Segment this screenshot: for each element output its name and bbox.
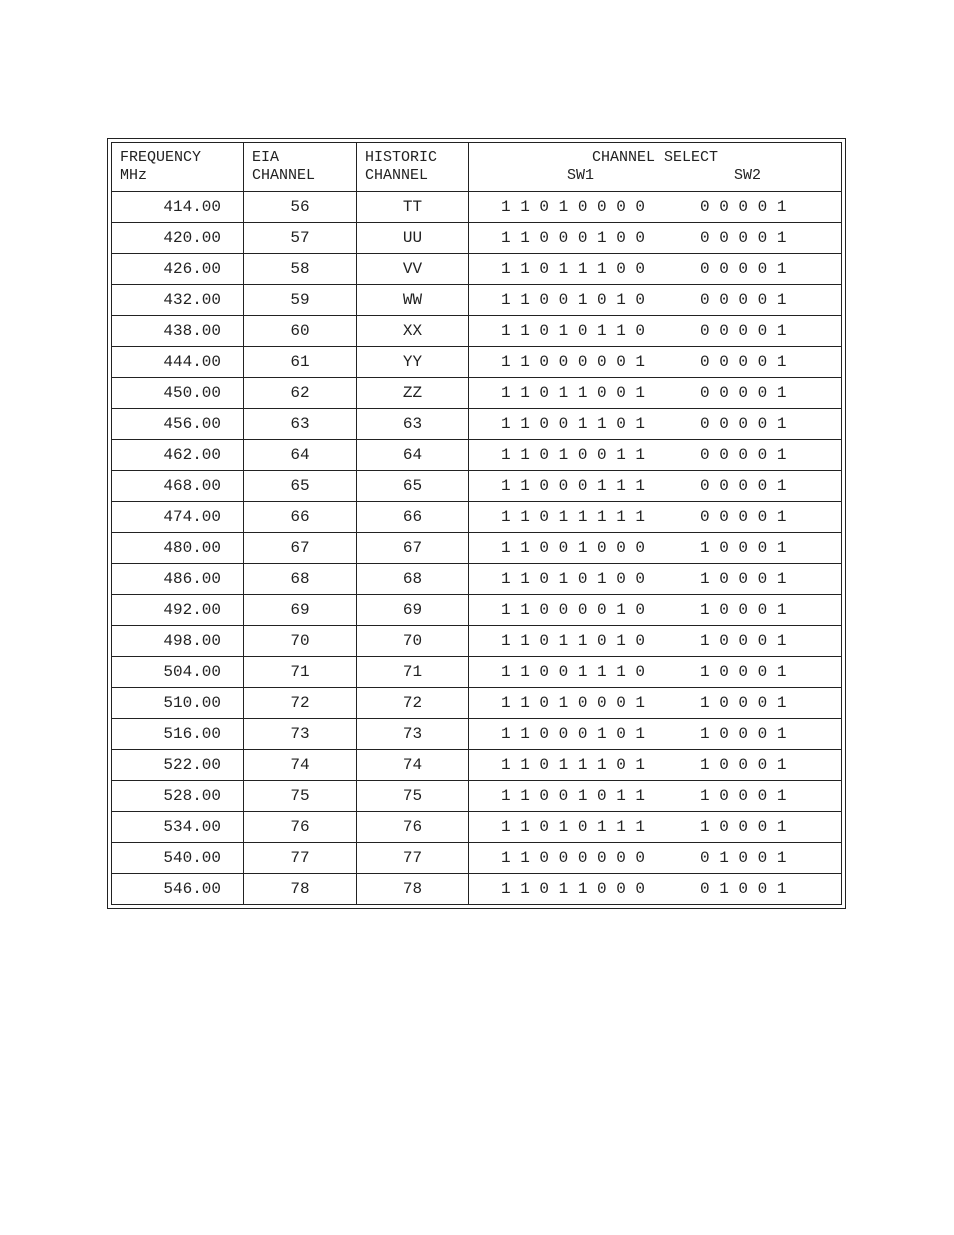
cell-channel-select [469,471,842,502]
cell-channel-select [469,812,842,843]
header-eia-line1: EIA [252,149,280,166]
sw2-bits: 1 0 0 0 1 [700,632,787,650]
cell-eia-channel: 67 [244,533,357,564]
cell-historic-channel: 78 [357,874,469,905]
header-sw2: SW2 [734,167,762,184]
cell-historic-channel: 72 [357,688,469,719]
cell-frequency: 450.00 [112,378,244,409]
cell-eia-channel: 63 [244,409,357,440]
cell-historic-channel: 67 [357,533,469,564]
table-row [112,874,842,905]
cell-eia-channel: 76 [244,812,357,843]
channel-table [111,142,842,905]
cell-frequency: 414.00 [112,192,244,223]
cell-historic-channel: YY [357,347,469,378]
cell-frequency: 546.00 [112,874,244,905]
header-channel-select [469,143,842,192]
cell-channel-select [469,192,842,223]
cell-historic-channel: 63 [357,409,469,440]
sw2-bits: 0 0 0 0 1 [700,446,787,464]
sw1-bits: 1 1 0 0 1 0 0 0 [501,539,646,557]
header-switch-labels [469,167,841,185]
cell-eia-channel: 61 [244,347,357,378]
sw1-bits: 1 1 0 0 0 0 0 1 [501,353,646,371]
cell-channel-select [469,626,842,657]
header-eia-channel [244,143,357,192]
table-row [112,502,842,533]
cell-frequency: 528.00 [112,781,244,812]
sw1-bits: 1 1 0 0 0 0 1 0 [501,601,646,619]
sw2-bits: 0 1 0 0 1 [700,849,787,867]
sw2-bits: 0 0 0 0 1 [700,229,787,247]
cell-historic-channel: VV [357,254,469,285]
cell-eia-channel: 58 [244,254,357,285]
cell-eia-channel: 57 [244,223,357,254]
cell-frequency: 498.00 [112,626,244,657]
sw2-bits: 0 0 0 0 1 [700,384,787,402]
sw1-bits: 1 1 0 1 0 0 0 0 [501,198,646,216]
cell-historic-channel: TT [357,192,469,223]
cell-eia-channel: 74 [244,750,357,781]
sw2-bits: 1 0 0 0 1 [700,694,787,712]
table-row [112,657,842,688]
sw2-bits: 0 0 0 0 1 [700,260,787,278]
cell-eia-channel: 65 [244,471,357,502]
cell-historic-channel: 69 [357,595,469,626]
cell-frequency: 540.00 [112,843,244,874]
header-channel-select-title: CHANNEL SELECT [591,149,719,166]
cell-frequency: 486.00 [112,564,244,595]
cell-eia-channel: 70 [244,626,357,657]
cell-frequency: 510.00 [112,688,244,719]
cell-historic-channel: 77 [357,843,469,874]
sw1-bits: 1 1 0 1 1 0 0 0 [501,880,646,898]
table-row [112,378,842,409]
table-body [112,192,842,905]
cell-historic-channel: 68 [357,564,469,595]
cell-channel-select [469,781,842,812]
header-frequency [112,143,244,192]
cell-frequency: 438.00 [112,316,244,347]
sw1-bits: 1 1 0 0 0 1 0 0 [501,229,646,247]
cell-eia-channel: 69 [244,595,357,626]
cell-channel-select [469,874,842,905]
sw1-bits: 1 1 0 0 1 1 1 0 [501,663,646,681]
cell-frequency: 456.00 [112,409,244,440]
cell-frequency: 462.00 [112,440,244,471]
cell-frequency: 480.00 [112,533,244,564]
sw2-bits: 0 0 0 0 1 [700,508,787,526]
table-row [112,719,842,750]
sw1-bits: 1 1 0 0 0 1 1 1 [501,477,646,495]
cell-channel-select [469,223,842,254]
cell-historic-channel: UU [357,223,469,254]
cell-historic-channel: 71 [357,657,469,688]
cell-frequency: 492.00 [112,595,244,626]
cell-eia-channel: 75 [244,781,357,812]
sw2-bits: 0 1 0 0 1 [700,880,787,898]
sw2-bits: 0 0 0 0 1 [700,291,787,309]
header-historic-line2: CHANNEL [365,167,429,184]
sw1-bits: 1 1 0 1 0 1 0 0 [501,570,646,588]
cell-eia-channel: 68 [244,564,357,595]
table-row [112,254,842,285]
table-row [112,626,842,657]
cell-frequency: 522.00 [112,750,244,781]
cell-eia-channel: 56 [244,192,357,223]
cell-historic-channel: XX [357,316,469,347]
cell-channel-select [469,285,842,316]
cell-channel-select [469,254,842,285]
cell-eia-channel: 62 [244,378,357,409]
table-row [112,316,842,347]
sw1-bits: 1 1 0 0 1 0 1 1 [501,787,646,805]
cell-frequency: 444.00 [112,347,244,378]
cell-channel-select [469,533,842,564]
cell-historic-channel: 66 [357,502,469,533]
cell-eia-channel: 72 [244,688,357,719]
cell-eia-channel: 71 [244,657,357,688]
cell-channel-select [469,440,842,471]
header-historic-channel [357,143,469,192]
cell-channel-select [469,719,842,750]
sw1-bits: 1 1 0 1 0 1 1 0 [501,322,646,340]
table-row [112,564,842,595]
cell-channel-select [469,502,842,533]
table-row [112,688,842,719]
table-row [112,812,842,843]
cell-historic-channel: 73 [357,719,469,750]
cell-eia-channel: 73 [244,719,357,750]
cell-historic-channel: 65 [357,471,469,502]
sw1-bits: 1 1 0 1 0 1 1 1 [501,818,646,836]
cell-historic-channel: 64 [357,440,469,471]
table-row [112,595,842,626]
channel-table-frame [107,138,846,909]
cell-channel-select [469,688,842,719]
cell-eia-channel: 64 [244,440,357,471]
cell-historic-channel: WW [357,285,469,316]
sw2-bits: 0 0 0 0 1 [700,477,787,495]
cell-channel-select [469,378,842,409]
sw1-bits: 1 1 0 0 0 0 0 0 [501,849,646,867]
header-eia-line2: CHANNEL [252,167,316,184]
table-row [112,781,842,812]
cell-channel-select [469,657,842,688]
cell-frequency: 468.00 [112,471,244,502]
sw2-bits: 0 0 0 0 1 [700,198,787,216]
cell-eia-channel: 77 [244,843,357,874]
table-row [112,843,842,874]
sw2-bits: 0 0 0 0 1 [700,322,787,340]
cell-channel-select [469,750,842,781]
cell-eia-channel: 59 [244,285,357,316]
sw2-bits: 0 0 0 0 1 [700,353,787,371]
sw1-bits: 1 1 0 0 1 0 1 0 [501,291,646,309]
cell-channel-select [469,409,842,440]
sw2-bits: 1 0 0 0 1 [700,725,787,743]
table-row [112,440,842,471]
sw1-bits: 1 1 0 1 1 1 1 1 [501,508,646,526]
table-header-row [112,143,842,192]
table-row [112,223,842,254]
sw1-bits: 1 1 0 1 1 0 1 0 [501,632,646,650]
sw1-bits: 1 1 0 1 0 0 0 1 [501,694,646,712]
cell-frequency: 420.00 [112,223,244,254]
cell-frequency: 474.00 [112,502,244,533]
sw2-bits: 1 0 0 0 1 [700,663,787,681]
header-sw1: SW1 [567,167,595,184]
sw1-bits: 1 1 0 0 0 1 0 1 [501,725,646,743]
cell-historic-channel: 74 [357,750,469,781]
sw2-bits: 1 0 0 0 1 [700,601,787,619]
cell-channel-select [469,347,842,378]
cell-channel-select [469,316,842,347]
sw2-bits: 1 0 0 0 1 [700,570,787,588]
table-row [112,750,842,781]
table-row [112,285,842,316]
cell-channel-select [469,595,842,626]
sw1-bits: 1 1 0 1 1 0 0 1 [501,384,646,402]
cell-eia-channel: 78 [244,874,357,905]
cell-channel-select [469,843,842,874]
header-historic-line1: HISTORIC [365,149,438,166]
table-row [112,471,842,502]
cell-channel-select [469,564,842,595]
cell-historic-channel: 76 [357,812,469,843]
cell-eia-channel: 66 [244,502,357,533]
header-frequency-line1: FREQUENCY [120,149,202,166]
sw1-bits: 1 1 0 1 1 1 0 0 [501,260,646,278]
cell-eia-channel: 60 [244,316,357,347]
table-row [112,533,842,564]
cell-historic-channel: 70 [357,626,469,657]
cell-frequency: 432.00 [112,285,244,316]
cell-historic-channel: 75 [357,781,469,812]
sw2-bits: 0 0 0 0 1 [700,415,787,433]
cell-frequency: 516.00 [112,719,244,750]
sw1-bits: 1 1 0 1 0 0 1 1 [501,446,646,464]
sw2-bits: 1 0 0 0 1 [700,756,787,774]
cell-frequency: 426.00 [112,254,244,285]
sw2-bits: 1 0 0 0 1 [700,539,787,557]
sw1-bits: 1 1 0 1 1 1 0 1 [501,756,646,774]
sw2-bits: 1 0 0 0 1 [700,787,787,805]
sw1-bits: 1 1 0 0 1 1 0 1 [501,415,646,433]
cell-historic-channel: ZZ [357,378,469,409]
table-row [112,347,842,378]
table-row [112,192,842,223]
table-row [112,409,842,440]
sw2-bits: 1 0 0 0 1 [700,818,787,836]
cell-frequency: 534.00 [112,812,244,843]
header-frequency-line2: MHz [120,167,148,184]
cell-frequency: 504.00 [112,657,244,688]
